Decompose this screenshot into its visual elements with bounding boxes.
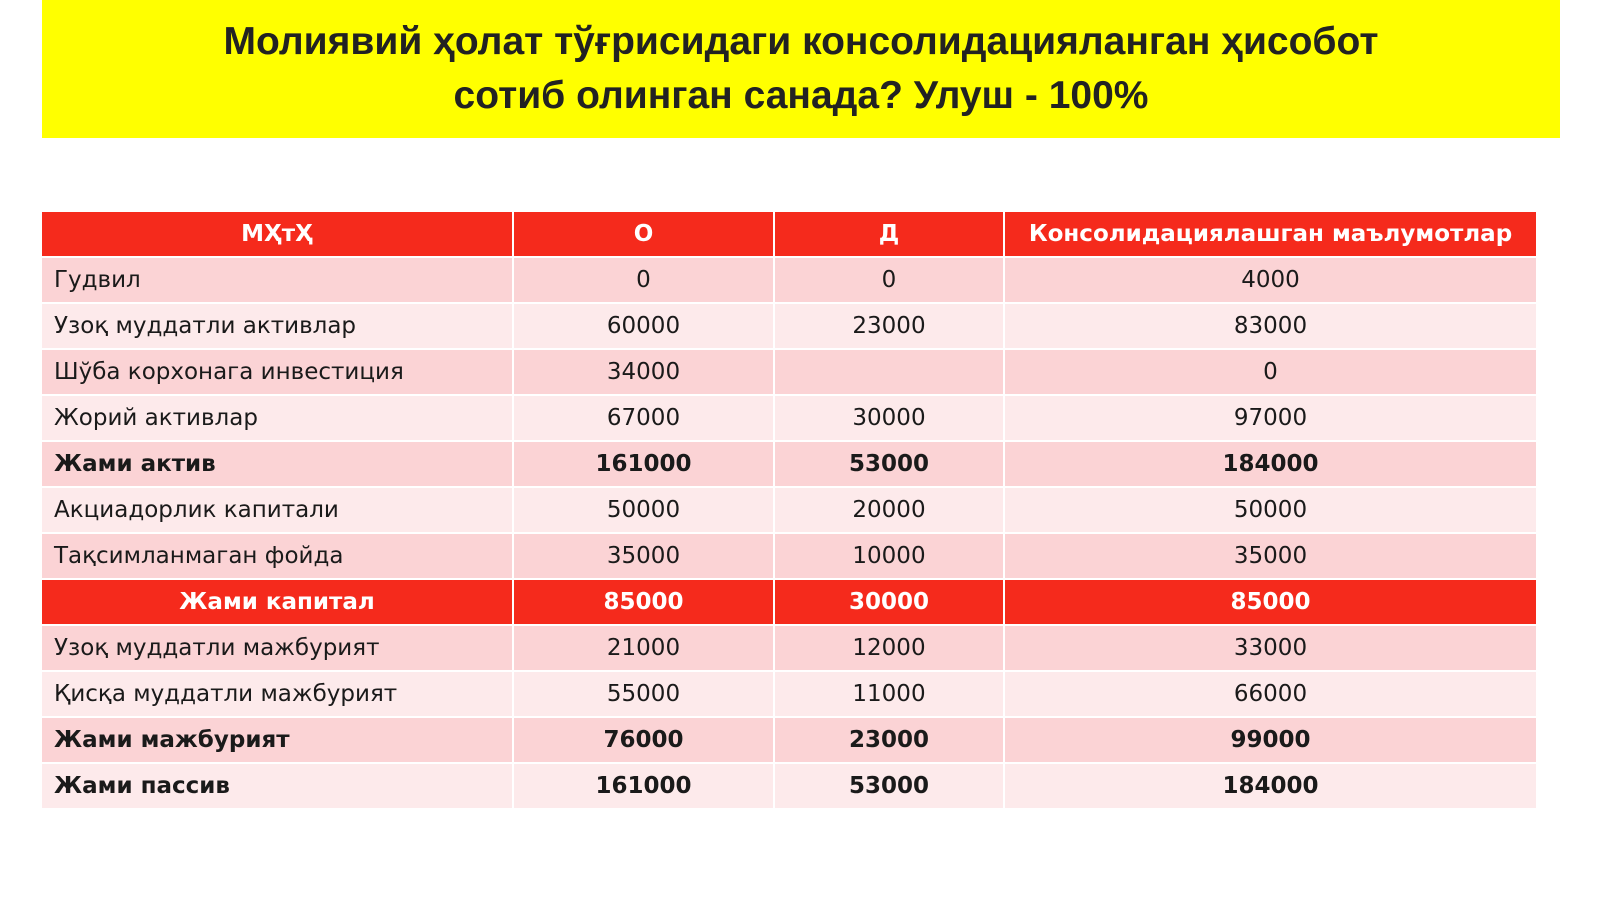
row-label: Жами актив [42,442,514,488]
cell-o: 21000 [514,626,775,672]
row-label: Узоқ муддатли активлар [42,304,514,350]
cell-d: 30000 [775,580,1005,626]
cell-d: 23000 [775,718,1005,764]
row-label: Акциадорлик капитали [42,488,514,534]
row-label: Гудвил [42,258,514,304]
table-header-row [42,212,1538,258]
table-row [42,304,1538,350]
row-label: Жорий активлар [42,396,514,442]
cell-o: 0 [514,258,775,304]
table-row [42,258,1538,304]
table-row-total [42,764,1538,810]
table-row-total [42,718,1538,764]
cell-o: 55000 [514,672,775,718]
column-header-entity: МҲтҲ [42,212,514,258]
cell-o: 34000 [514,350,775,396]
cell-consolidated: 33000 [1005,626,1538,672]
cell-consolidated: 97000 [1005,396,1538,442]
table-row-total [42,442,1538,488]
table-row-capital-total [42,580,1538,626]
cell-o: 60000 [514,304,775,350]
table-row [42,672,1538,718]
row-label: Жами мажбурият [42,718,514,764]
table-row [42,396,1538,442]
column-header-consolidated: Консолидациялашган маълумотлар [1005,212,1538,258]
cell-d: 30000 [775,396,1005,442]
cell-o: 50000 [514,488,775,534]
cell-d: 20000 [775,488,1005,534]
title-line-1: Молиявий ҳолат тўғрисидаги консолидацияланган ҳисобот [223,20,1379,63]
cell-d: 11000 [775,672,1005,718]
row-label: Шўба корхонага инвестиция [42,350,514,396]
table-row [42,350,1538,396]
column-header-d: Д [775,212,1005,258]
cell-consolidated: 50000 [1005,488,1538,534]
cell-o: 85000 [514,580,775,626]
row-label: Қисқа муддатли мажбурият [42,672,514,718]
cell-consolidated: 4000 [1005,258,1538,304]
cell-consolidated: 85000 [1005,580,1538,626]
cell-d: 0 [775,258,1005,304]
cell-consolidated: 0 [1005,350,1538,396]
column-header-o: О [514,212,775,258]
cell-consolidated: 99000 [1005,718,1538,764]
cell-d: 12000 [775,626,1005,672]
cell-d: 10000 [775,534,1005,580]
cell-consolidated: 184000 [1005,442,1538,488]
cell-d: 53000 [775,442,1005,488]
row-label: Жами пассив [42,764,514,810]
cell-o: 67000 [514,396,775,442]
row-label: Жами капитал [42,580,514,626]
cell-o: 35000 [514,534,775,580]
table-row [42,488,1538,534]
table-row [42,626,1538,672]
row-label: Узоқ муддатли мажбурият [42,626,514,672]
cell-d: 53000 [775,764,1005,810]
cell-d: 23000 [775,304,1005,350]
cell-o: 161000 [514,764,775,810]
cell-consolidated: 35000 [1005,534,1538,580]
row-label: Тақсимланмаган фойда [42,534,514,580]
cell-d [775,350,1005,396]
cell-o: 161000 [514,442,775,488]
title-line-2: сотиб олинган санада? Улуш - 100% [453,74,1149,117]
cell-consolidated: 184000 [1005,764,1538,810]
cell-consolidated: 83000 [1005,304,1538,350]
cell-o: 76000 [514,718,775,764]
cell-consolidated: 66000 [1005,672,1538,718]
title-banner [42,0,1560,138]
table-row [42,534,1538,580]
consolidated-report-table [42,212,1538,810]
